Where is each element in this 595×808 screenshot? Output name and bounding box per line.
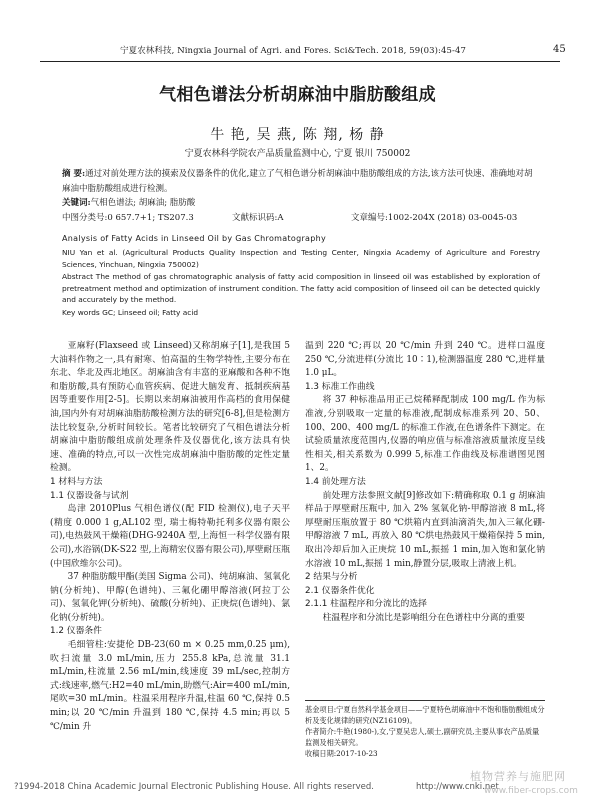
page-number: 45 <box>553 44 566 55</box>
subsection-heading: 2.1 仪器条件优化 <box>305 585 375 596</box>
body-paragraph: 毛细管柱:安捷伦 DB-23(60 m × 0.25 mm,0.25 μm),吹扫流量 3.0 mL/min,压力 255.8 kPa,总流量 31.1 mL/min,柱流量 2.56 mL/min,线速度 39 mL/sec,控制方式:线速率,燃气:H2=40 mL/min,助燃气:Air=400 mL/min,尾吹=30 mL/min。柱温采用程序升温,柱温 60 ℃,保持 0.5 min;以 20 ℃/min 升温到 180 ℃,保持 4.5 min;再以 5 ℃/min 升 <box>50 640 290 732</box>
footnote-received: 收稿日期:2017-10-23 <box>305 749 378 758</box>
article-title: 气相色谱法分析胡麻油中脂肪酸组成 <box>159 85 436 105</box>
subsection-heading: 1.4 前处理方法 <box>305 476 366 487</box>
footnotes <box>305 704 545 759</box>
copyright-notice: ?1994-2018 China Academic Journal Electronic Publishing House. All rights reserved. <box>14 782 374 792</box>
clc-number: 中图分类号:0 657.7+1; TS207.3 <box>62 213 194 223</box>
footnote-fund: 基金项目:宁夏自然科学基金项目——宁夏特色胡麻油中不饱和脂肪酸组成分析及变化规律的研究(NZ16109)。 <box>305 705 545 725</box>
article-number: 文章编号:1002-204X (2018) 03-0045-03 <box>351 213 518 223</box>
subsection-heading: 2.1.1 柱温程序和分流比的选择 <box>305 599 427 610</box>
body-paragraph: 将 37 种标准品用正己烷稀释配制成 100 mg/L 作为标准液,分别吸取一定量的标准液,配制成标准系列 20、50、100、200、400 mg/L 的标准工作液,在色谱条件下测定。在试验质量浓度范围内,仪器的响应值与标准溶液质量浓度呈线性相关,相关系数为 0.999 5,标准工作曲线及标准谱图见图 1、2。 <box>305 395 545 474</box>
english-abstract: Abstract The method of gas chromatographic analysis of fatty acid composition in linseed oil was established by exploration of pretreatment method and optimization of instrument condition. The fatty acid composition of linseed oil can be detected quickly and accurately by the method. <box>62 272 540 304</box>
classification-row <box>62 211 540 223</box>
subsection-heading: 1.3 标准工作曲线 <box>305 381 375 392</box>
abstract-label: 摘 要: <box>62 169 86 179</box>
footnote-rule <box>305 700 545 701</box>
english-authors: NIU Yan et al. (Agricultural Products Quality Inspection and Testing Center, Ningxia Academy of Agriculture and Forestry Sciences, Yinchuan, Ningxia 750002) <box>62 248 540 269</box>
running-head: 宁夏农林科技, Ningxia Journal of Agri. and Fores. Sci&Tech. 2018, 59(03):45-47 <box>120 46 467 56</box>
footnote-bio: 作者简介:牛艳(1980-),女,宁夏吴忠人,硕士,副研究员,主要从事农产品质量监测及相关研究。 <box>305 727 540 747</box>
body-left-column <box>50 340 290 734</box>
watermark-cn: 植物营养与施肥网 <box>470 770 566 783</box>
abstract-text: 通过对前处理方法的摸索及仪器条件的优化,建立了气相色谱分析胡麻油中脂肪酸组成的方法,该方法可快速、准确地对胡麻油中脂肪酸组成进行检测。 <box>62 169 533 194</box>
english-title: Analysis of Fatty Acids in Linseed Oil by Gas Chromatography <box>62 234 327 243</box>
english-keywords: Key words GC; Linseed oil; Fatty acid <box>62 308 199 317</box>
body-paragraph: 柱温程序和分流比是影响组分在色谱柱中分离的重要 <box>322 612 525 623</box>
section-heading: 2 结果与分析 <box>305 572 358 583</box>
keywords-label: 关键词: <box>62 198 91 208</box>
body-paragraph: 前处理方法参照文献[9]修改如下:精确称取 0.1 g 胡麻油样品于厚壁耐压瓶中, 加入 2% 氢氧化钠-甲醇溶液 8 mL,将厚壁耐压瓶放置于 80 ℃烘箱内直到油滴消失,加入三氟化硼-甲醇溶液 7 mL, 再放入 80 ℃烘电热鼓风干燥箱保持 5 min,取出冷却后加入正庚烷 10 mL,振摇 1 min,加入饱和氯化钠水溶液 10 mL,振摇 1 min,静置分层,吸取上清液上机。 <box>305 490 545 569</box>
keywords-text: 气相色谱法; 胡麻油; 脂肪酸 <box>90 198 196 208</box>
cnki-link[interactable]: http://www.cnki.net <box>416 782 499 792</box>
article-affiliation: 宁夏农林科学院农产品质量监测中心, 宁夏 银川 750002 <box>184 149 411 159</box>
body-paragraph: 37 种脂肪酸甲酯(美国 Sigma 公司)、纯胡麻油、氢氧化钠(分析纯)、甲醇(色谱纯)、三氟化硼甲醇溶液(阿拉丁公司)、氢氧化钾(分析纯)、硫酸(分析纯)、正庚烷(色谱纯)、氯化钠(分析纯)。 <box>50 572 290 623</box>
header-rule <box>40 61 560 62</box>
body-paragraph: 岛津 2010Plus 气相色谱仪(配 FID 检测仪),电子天平(精度 0.000 1 g,AL102 型, 瑞士梅特勒托利多仪器有限公司),电热鼓风干燥箱(DHG-9240A 型,上海恒一科学仪器有限公司),水浴锅(DK-S22 型,上海精宏仪器有限公司),厚壁耐压瓶(中国欣维尔公司)。 <box>50 504 290 569</box>
subsection-heading: 1.1 仪器设备与试剂 <box>50 490 129 501</box>
abstract <box>62 167 540 196</box>
keywords <box>62 196 540 211</box>
body-right-column <box>305 340 545 625</box>
watermark-en: www.fiber-crops.com <box>484 786 578 796</box>
body-paragraph: 温到 220 ℃;再以 20 ℃/min 升到 240 ℃。进样口温度 250 ℃,分流进样(分流比 10∶1),检测器温度 280 ℃,进样量 1.0 μL。 <box>305 341 545 379</box>
subsection-heading: 1.2 仪器条件 <box>50 626 102 637</box>
section-heading: 1 材料与方法 <box>50 476 103 487</box>
document-code: 文献标识码:A <box>232 213 284 223</box>
article-authors: 牛 艳, 吴 燕, 陈 翔, 杨 静 <box>210 127 385 143</box>
body-paragraph: 亚麻籽(Flaxseed 或 Linseed)又称胡麻子[1],是我国 5 大油料作物之一,具有耐寒、怕高温的生物学特性,主要分布在东北、华北及西北地区。胡麻油含有丰富的亚麻酸和各种不饱和脂肪酸,具有预防心血管疾病、促进大脑发育、抵制疾病基因等重要作用[2-5]。长期以来胡麻油被用作高档的食用保健油,国内外有对胡麻油脂肪酸检测方法的研究[6-8],但是检测方法比较复杂,分析时间较长。笔者比较研究了气相色谱法分析胡麻油中脂肪酸组成前处理条件及仪器优化,该方法具有快速、准确的特点,可以一次性完成胡麻油中脂肪酸的定性定量检测。 <box>50 341 290 474</box>
